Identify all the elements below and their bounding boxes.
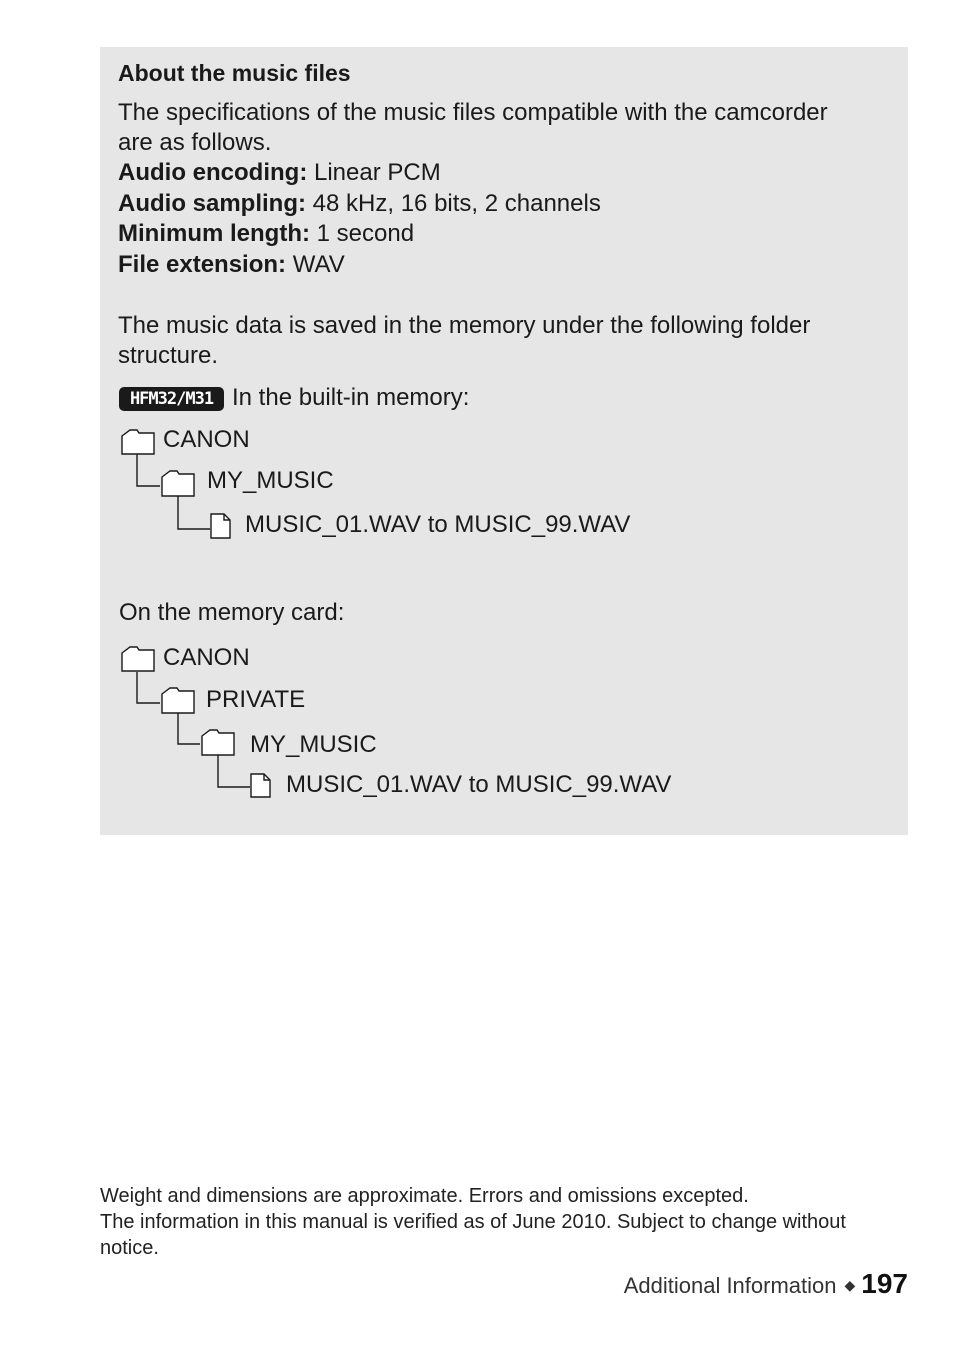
builtin-memory-label: In the built-in memory:: [232, 384, 470, 411]
page-footer: [624, 1268, 908, 1300]
spec-label: Audio encoding:: [118, 159, 308, 186]
page-number: 197: [861, 1268, 908, 1299]
spec-value: 48 kHz, 16 bits, 2 channels: [312, 190, 601, 217]
spec-label: Audio sampling:: [118, 190, 306, 217]
tree-item-my-music: MY_MUSIC: [250, 731, 377, 758]
folder-intro-line-2: structure.: [118, 342, 219, 369]
footer-disclaimer-line-1: Weight and dimensions are approximate. Errors and omissions excepted.: [100, 1185, 749, 1207]
tree-item-my-music: MY_MUSIC: [207, 467, 334, 494]
spec-value: Linear PCM: [313, 159, 441, 186]
tree-item-canon: CANON: [163, 644, 250, 671]
spec-label: Minimum length:: [118, 220, 310, 247]
footer-disclaimer-line-2: The information in this manual is verified as of June 2010. Subject to change without: [100, 1211, 846, 1233]
folder-icon: [162, 688, 194, 713]
spec-value: 1 second: [316, 220, 415, 247]
model-badge: HFM32/M31: [119, 387, 224, 411]
spec-label: File extension:: [118, 251, 287, 278]
file-icon: [251, 774, 270, 797]
folder-icon: [202, 730, 234, 755]
spec-value: WAV: [292, 251, 345, 278]
memory-card-label: On the memory card:: [119, 599, 345, 626]
file-icon: [211, 514, 230, 538]
folder-icon: [122, 430, 154, 454]
section-name: Additional Information: [623, 1273, 837, 1298]
tree-item-private: PRIVATE: [206, 686, 306, 713]
tree-item-canon: CANON: [163, 426, 250, 453]
diamond-bullet-icon: ◆: [844, 1277, 856, 1293]
music-files-info-box: [100, 47, 908, 835]
intro-line-1: The specifications of the music files compatible with the camcorder: [118, 99, 828, 126]
intro-line-2: are as follows.: [118, 129, 272, 156]
folder-intro-line-1: The music data is saved in the memory under the following folder: [118, 312, 811, 339]
tree-item-music-files: MUSIC_01.WAV to MUSIC_99.WAV: [286, 771, 672, 798]
tree-item-music-files: MUSIC_01.WAV to MUSIC_99.WAV: [245, 511, 631, 538]
folder-icon: [122, 647, 154, 671]
section-title: About the music files: [118, 60, 351, 86]
folder-icon: [162, 471, 194, 496]
footer-disclaimer-line-3: notice.: [100, 1237, 159, 1259]
